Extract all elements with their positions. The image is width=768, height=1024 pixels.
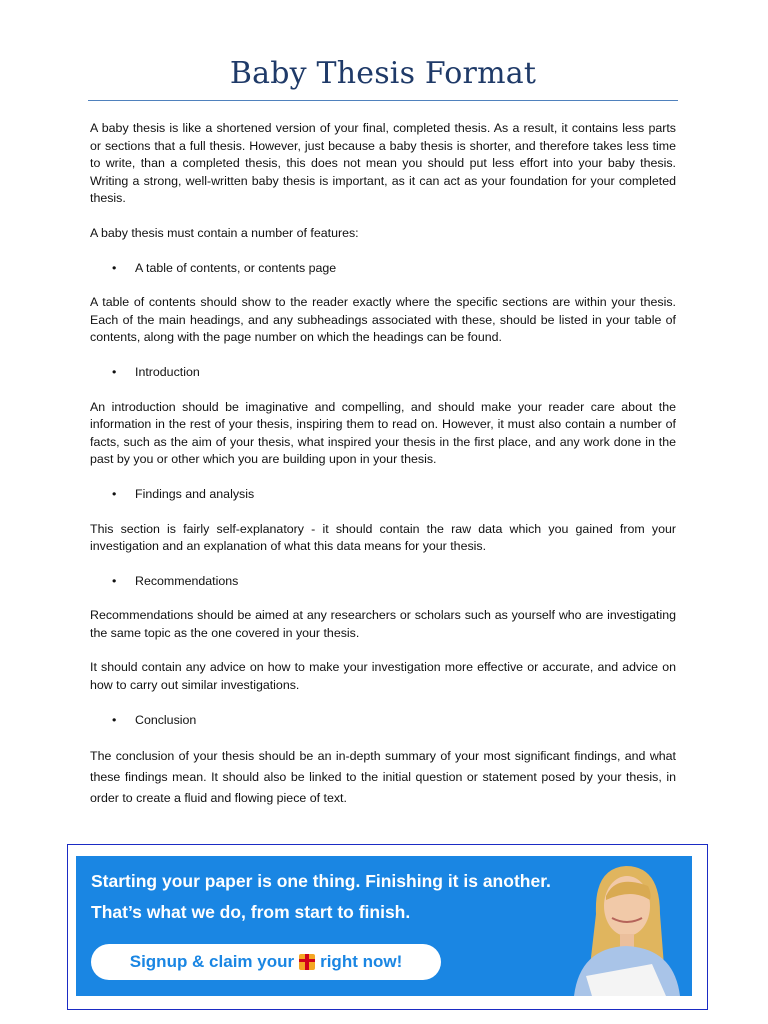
bullet-item-conclusion <box>90 712 676 730</box>
paragraph-contents: A table of contents should show to the reader exactly where the specific sections are within your thesis. Each of the main headings, and any subheadings associated with these, should be listed in your table of contents, along with the page number on which the headings can be found. <box>90 295 676 345</box>
bullet-dot-icon: • <box>112 486 117 501</box>
bullet-label: Introduction <box>135 364 200 379</box>
signup-button-label-end: right now! <box>320 952 403 971</box>
bullet-dot-icon: • <box>112 573 117 588</box>
paragraph-introduction: An introduction should be imaginative and compelling, and should make your reader care about the information in the rest of your thesis, inspiring them to read on. However, it must also contain a number of facts, such as the aim of your thesis, what inspired your thesis in the first place, and any work done in the past by you or other which you are building upon in your thesis. <box>90 399 676 467</box>
bullet-item-findings <box>90 486 676 504</box>
paragraph-recommendations: Recommendations should be aimed at any researchers or scholars such as yourself who are investigating the same topic as the one covered in your thesis. <box>90 608 676 640</box>
bullet-item-recommendations <box>90 573 676 591</box>
bullet-dot-icon: • <box>112 260 117 275</box>
document-body <box>90 120 676 826</box>
bullet-label: Findings and analysis <box>135 486 255 501</box>
bullet-dot-icon: • <box>112 712 117 727</box>
bullet-item-introduction <box>90 364 676 382</box>
person-photo <box>556 856 692 996</box>
page-title: Baby Thesis Format <box>229 56 537 91</box>
gift-icon <box>299 954 315 970</box>
ad-headline: Starting your paper is one thing. Finishing it is another. <box>91 871 551 891</box>
paragraph-findings: This section is fairly self-explanatory - it should contain the raw data which you gained from your investigation and an explanation of what this data means for your thesis. <box>90 521 676 554</box>
paragraph-features: A baby thesis must contain a number of features: <box>90 225 359 240</box>
ad-subheadline: That’s what we do, from start to finish. <box>91 902 411 922</box>
ad-banner[interactable] <box>76 856 692 996</box>
bullet-label: Recommendations <box>135 573 239 588</box>
paragraph-conclusion: The conclusion of your thesis should be an in-depth summary of your most significant findings, and what these findings mean. It should also be linked to the initial question or statement posed by your thesis, in order to create a fluid and flowing piece of text. <box>90 749 676 806</box>
signup-button[interactable] <box>91 944 441 980</box>
signup-button-label: Signup & claim your <box>129 952 295 971</box>
bullet-label: A table of contents, or contents page <box>135 260 337 275</box>
bullet-item-contents <box>90 260 676 278</box>
paragraph-intro: A baby thesis is like a shortened version of your final, completed thesis. As a result, it contains less parts or sections that a full thesis. However, just because a baby thesis is shorter, and therefore takes less time to write, than a completed thesis, this does not mean you should put less effort into your baby thesis. Writing a strong, well-written baby thesis is important, as it can act as your foundation for your completed thesis. <box>90 121 676 206</box>
title-divider <box>88 100 678 101</box>
bullet-label: Conclusion <box>135 712 197 727</box>
bullet-dot-icon: • <box>112 364 117 379</box>
paragraph-advice: It should contain any advice on how to make your investigation more effective or accurate, and advice on how to carry out similar investigations. <box>90 660 676 693</box>
